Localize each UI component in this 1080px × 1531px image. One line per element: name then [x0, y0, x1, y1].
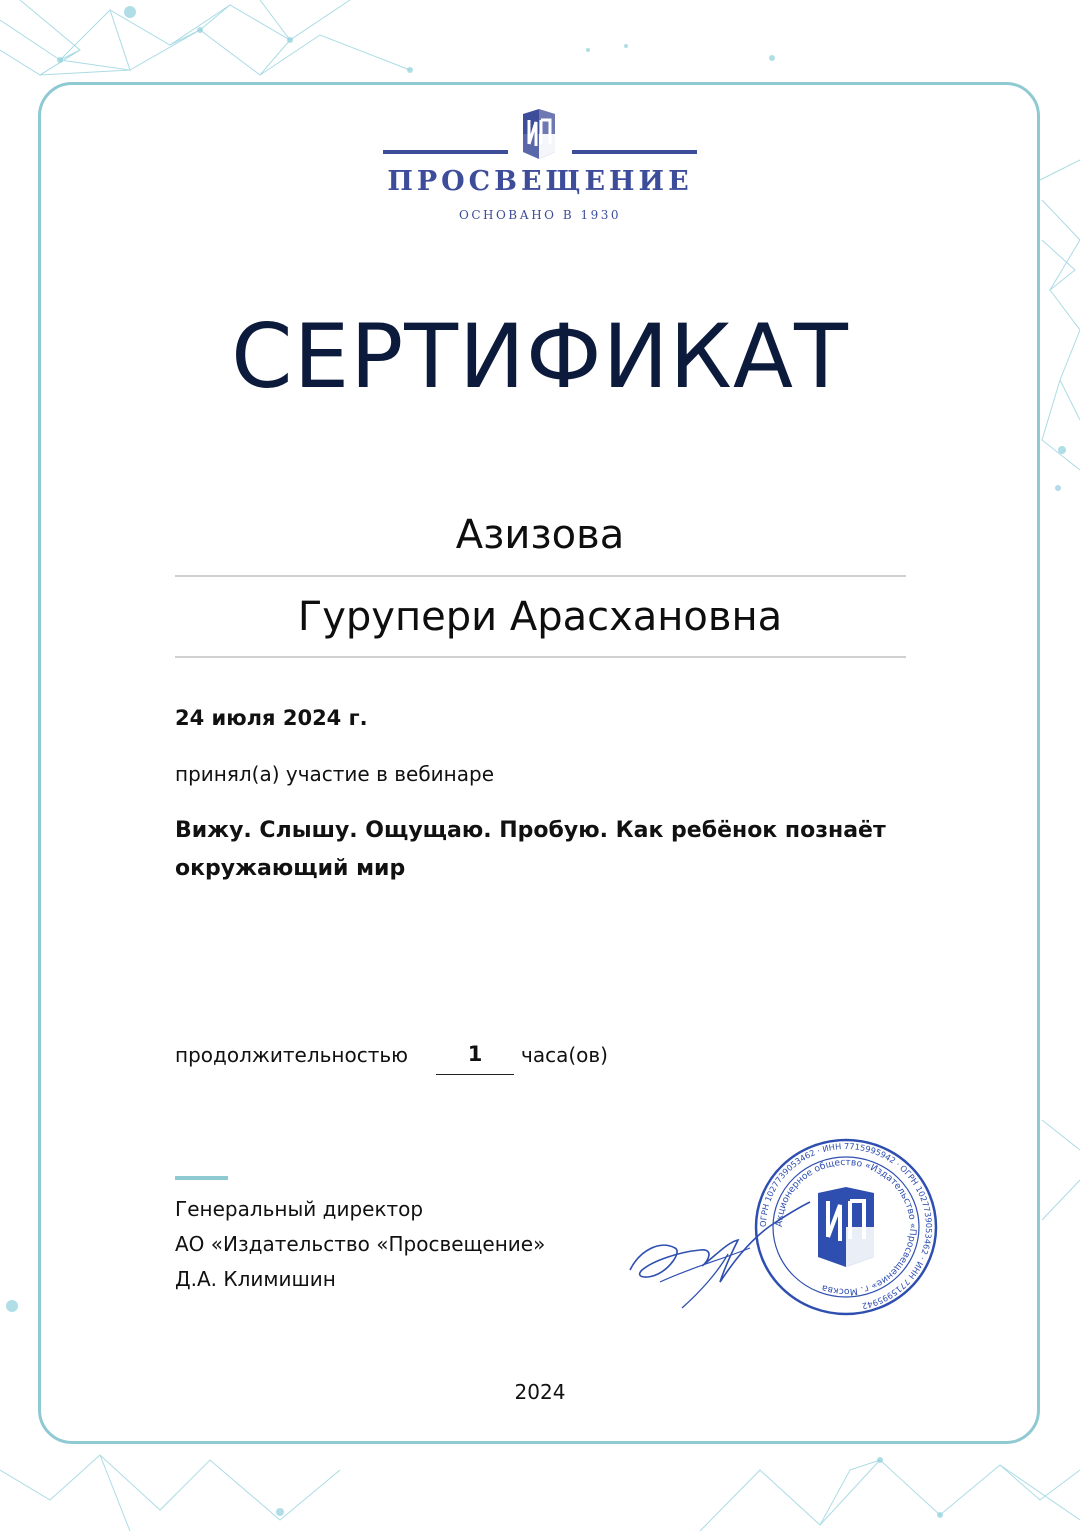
duration-value: 1: [436, 1042, 514, 1075]
company-stamp-icon: [752, 1137, 940, 1317]
footer-year: 2024: [514, 1380, 566, 1404]
signatory-organization: АО «Издательство «Просвещение»: [175, 1232, 546, 1256]
publisher-name: ПРОСВЕЩЕНИЕ: [387, 166, 693, 197]
participation-text: принял(а) участие в вебинаре: [175, 762, 494, 786]
publisher-logo: [380, 108, 700, 228]
signatory-name: Д.А. Климишин: [175, 1267, 336, 1291]
name-underline: [175, 575, 906, 577]
signatory-position: Генеральный директор: [175, 1197, 424, 1221]
svg-text:Акционерное общество «Издатель: Акционерное общество «Издательство «Просвещение» г. Москва: [773, 1156, 919, 1298]
certificate-title: СЕРТИФИКАТ: [231, 305, 849, 408]
recipient-last-name: Азизова: [455, 512, 625, 558]
logo-divider-left: [383, 150, 508, 154]
duration-unit: часа(ов): [521, 1043, 608, 1067]
recipient-first-names: Гурупери Арасхановна: [297, 594, 783, 640]
logo-divider-right: [572, 150, 697, 154]
accent-bar: [175, 1176, 228, 1180]
publisher-founded: ОСНОВАНО В 1930: [458, 208, 622, 222]
certificate-date: 24 июля 2024 г.: [175, 706, 368, 730]
duration-label: продолжительностью: [175, 1043, 408, 1067]
publisher-emblem-icon: [520, 108, 558, 160]
svg-text:ОГРН 1027739053462 · ИНН 77159: ОГРН 1027739053462 · ИНН 7715995942 · ОГРН 1027739053462 · ИНН 7715995942: [757, 1140, 935, 1312]
webinar-title: Вижу. Слышу. Ощущаю. Пробую. Как ребёнок познаёт окружающий мир: [175, 818, 886, 881]
name-underline: [175, 656, 906, 658]
